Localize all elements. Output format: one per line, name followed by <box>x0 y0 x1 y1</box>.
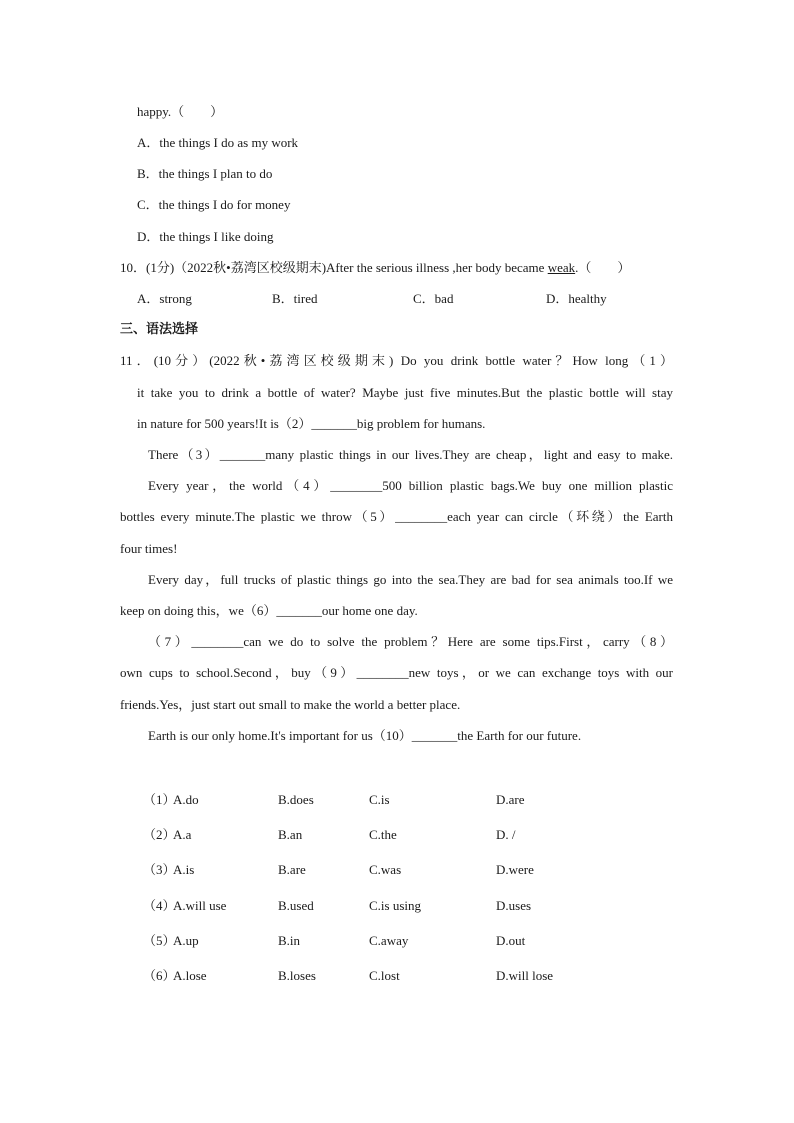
choice-option-b[interactable]: B.does <box>278 792 314 807</box>
choice-option-d[interactable]: D.will lose <box>496 968 554 983</box>
choice-option-b[interactable]: B.are <box>278 862 306 877</box>
choice-option-d[interactable]: D.out <box>496 933 526 948</box>
q11-line-1: 11．(10分）(2022秋•荔湾区校级期末) Do you drink bottle water？How long（1） <box>120 353 673 368</box>
choice-option-b[interactable]: B.loses <box>278 968 316 983</box>
choice-option-d[interactable]: D.were <box>496 862 534 877</box>
choice-number: （5） <box>143 933 176 948</box>
q10-underlined-word: weak <box>547 260 576 275</box>
q9-option-d[interactable]: D．the things I like doing <box>137 229 274 244</box>
q11-line-11: own cups to school.Second，buy（9）________new toys，or we can exchange toys with our <box>120 665 673 680</box>
choice-number: （3） <box>143 862 176 877</box>
choice-option-c[interactable]: C.is <box>369 792 390 807</box>
q10-stem-prefix: 10．(1分)（2022秋•荔湾区校级期末)After the serious illness ,her body became <box>120 260 548 275</box>
choice-option-d[interactable]: D.are <box>496 792 525 807</box>
q10-option-d[interactable]: D．healthy <box>546 291 607 306</box>
choice-number: （4） <box>143 898 176 913</box>
q11-line-2: it take you to drink a bottle of water? Maybe just five minutes.But the plastic bottle will stay <box>137 385 673 400</box>
choice-option-a[interactable]: A.lose <box>173 968 207 983</box>
choice-option-c[interactable]: C.away <box>369 933 409 948</box>
choice-option-c[interactable]: C.lost <box>369 968 400 983</box>
q11-line-5: Every year，the world（4）________500 billion plastic bags.We buy one million plastic <box>148 478 673 493</box>
choice-option-c[interactable]: C.was <box>369 862 402 877</box>
q11-line-6: bottles every minute.The plastic we throw（5）________each year can circle（环绕）the Earth <box>120 509 673 524</box>
choice-option-b[interactable]: B.an <box>278 827 303 842</box>
q11-line-12: friends.Yes，just start out small to make the world a better place. <box>120 697 461 712</box>
choice-option-a[interactable]: A.is <box>173 862 195 877</box>
choice-option-d[interactable]: D. / <box>496 827 516 842</box>
q9-option-c[interactable]: C．the things I do for money <box>137 197 291 212</box>
choice-option-c[interactable]: C.the <box>369 827 397 842</box>
q9-option-b[interactable]: B．the things I plan to do <box>137 166 273 181</box>
q10-stem-suffix: .（ ） <box>575 260 631 275</box>
choice-number: （1） <box>143 792 176 807</box>
choice-number: （6） <box>143 968 176 983</box>
choice-option-a[interactable]: A.up <box>173 933 199 948</box>
choice-number: （2） <box>143 827 176 842</box>
section-title: 三、语法选择 <box>120 322 199 337</box>
q11-line-10: （7）________can we do to solve the problem？Here are some tips.First，carry（8） <box>148 634 673 649</box>
q10-option-c[interactable]: C．bad <box>413 291 454 306</box>
choice-option-b[interactable]: B.in <box>278 933 301 948</box>
q9-option-a[interactable]: A．the things I do as my work <box>137 135 299 150</box>
q11-line-4: There（3）_______many plastic things in our lives.They are cheap，light and easy to make. <box>148 447 673 462</box>
choice-option-a[interactable]: A.will use <box>173 898 227 913</box>
q9-stem-tail: happy.（ ） <box>137 104 224 119</box>
q11-line-9: keep on doing this，we（6）_______our home one day. <box>120 603 418 618</box>
choice-option-a[interactable]: A.do <box>173 792 199 807</box>
q10-option-a[interactable]: A．strong <box>137 291 192 306</box>
q10-stem <box>120 260 630 276</box>
q11-line-13: Earth is our only home.It's important for us（10）_______the Earth for our future. <box>148 728 582 743</box>
q11-line-8: Every day，full trucks of plastic things go into the sea.They are bad for sea animals too.If we <box>148 572 673 587</box>
q11-line-7: four times! <box>120 541 178 556</box>
q10-option-b[interactable]: B．tired <box>272 291 318 306</box>
choice-option-c[interactable]: C.is using <box>369 898 422 913</box>
choice-option-d[interactable]: D.uses <box>496 898 532 913</box>
choice-option-a[interactable]: A.a <box>173 827 192 842</box>
choice-option-b[interactable]: B.used <box>278 898 314 913</box>
q11-line-3: in nature for 500 years!It is（2）_______big problem for humans. <box>137 416 486 431</box>
